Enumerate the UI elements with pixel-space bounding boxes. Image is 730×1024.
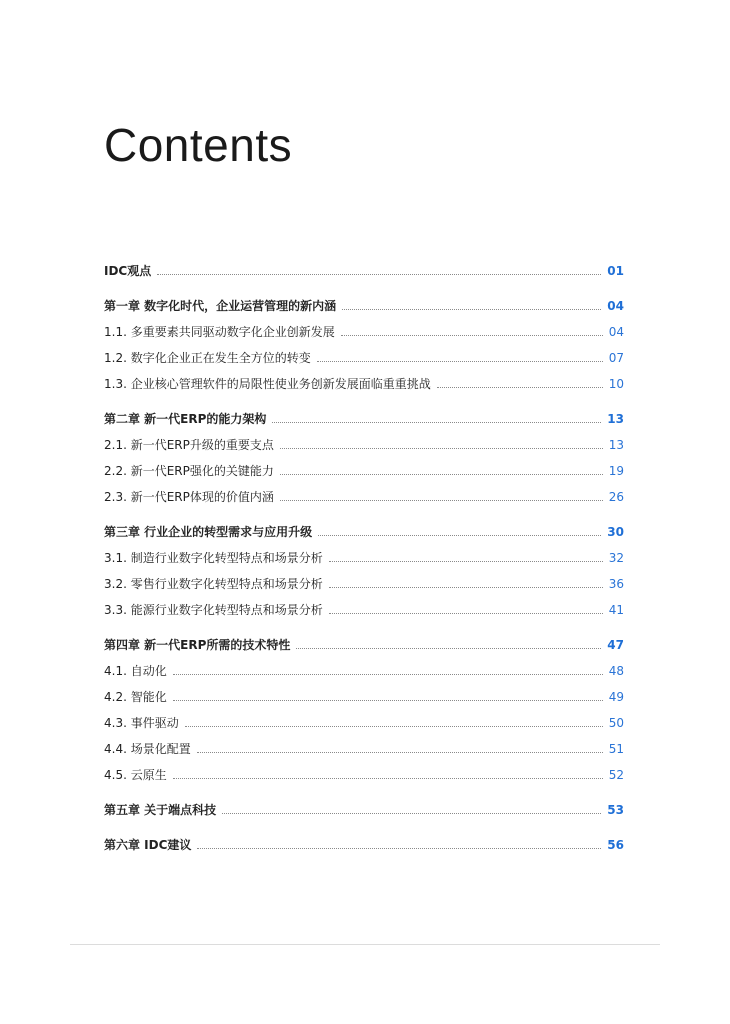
leader-dots: [272, 421, 601, 423]
toc-page-number: 47: [607, 638, 624, 652]
toc-page-number: 50: [608, 716, 624, 730]
leader-dots: [197, 847, 601, 849]
toc-entry-section[interactable]: [104, 685, 624, 705]
toc-page-number: 10: [608, 377, 624, 391]
toc-page-number: 51: [608, 742, 624, 756]
toc-entry-section[interactable]: [104, 346, 624, 366]
toc-page-number: 52: [608, 768, 624, 782]
toc-entry-section[interactable]: [104, 433, 624, 453]
toc-page-number: 36: [608, 577, 624, 591]
toc-page-number: 26: [608, 490, 624, 504]
leader-dots: [341, 334, 603, 336]
leader-dots: [329, 586, 603, 588]
leader-dots: [342, 308, 601, 310]
toc-label: 2.3. 新一代ERP体现的价值内涵: [104, 490, 274, 504]
leader-dots: [329, 560, 603, 562]
footer-divider: [70, 944, 660, 945]
toc-entry-section[interactable]: [104, 485, 624, 505]
toc-label: 3.2. 零售行业数字化转型特点和场景分析: [104, 577, 323, 591]
toc-page-number: 56: [607, 838, 624, 852]
toc-page-number: 19: [608, 464, 624, 478]
page-title: Contents: [104, 119, 293, 171]
toc-label: 3.3. 能源行业数字化转型特点和场景分析: [104, 603, 323, 617]
toc-page-number: 53: [607, 803, 624, 817]
toc-label: 第五章 关于端点科技: [104, 803, 217, 817]
toc-entry-chapter[interactable]: [104, 407, 624, 427]
toc-page-number: 07: [608, 351, 624, 365]
toc-page-number: 32: [608, 551, 624, 565]
leader-dots: [280, 499, 603, 501]
toc-label: 4.3. 事件驱动: [104, 716, 179, 730]
toc-page-number: 04: [608, 325, 624, 339]
leader-dots: [173, 673, 603, 675]
toc-label: 第六章 IDC建议: [104, 838, 192, 852]
toc-label: 4.2. 智能化: [104, 690, 167, 704]
toc-entry-section[interactable]: [104, 737, 624, 757]
toc-page-number: 13: [608, 438, 624, 452]
toc-page-number: 30: [607, 525, 624, 539]
toc-label: 第一章 数字化时代，企业运营管理的新内涵: [104, 299, 337, 313]
toc-entry-section[interactable]: [104, 320, 624, 340]
toc-entry-section[interactable]: [104, 459, 624, 479]
leader-dots: [280, 473, 603, 475]
toc-entry-section[interactable]: [104, 598, 624, 618]
leader-dots: [157, 273, 601, 275]
toc-entry-section[interactable]: [104, 372, 624, 392]
toc-page-number: 04: [607, 299, 624, 313]
leader-dots: [197, 751, 603, 753]
toc-entry-section[interactable]: [104, 659, 624, 679]
leader-dots: [173, 777, 603, 779]
toc-entry-chapter[interactable]: [104, 633, 624, 653]
toc-label: 2.2. 新一代ERP强化的关键能力: [104, 464, 274, 478]
toc-label: 第四章 新一代ERP所需的技术特性: [104, 638, 291, 652]
toc-label: 第三章 行业企业的转型需求与应用升级: [104, 525, 313, 539]
leader-dots: [173, 699, 603, 701]
toc-label: 4.1. 自动化: [104, 664, 167, 678]
toc-page-number: 01: [607, 264, 624, 278]
table-of-contents: [104, 259, 624, 859]
leader-dots: [280, 447, 603, 449]
toc-label: 1.3. 企业核心管理软件的局限性使业务创新发展面临重重挑战: [104, 377, 431, 391]
leader-dots: [185, 725, 603, 727]
toc-label: 2.1. 新一代ERP升级的重要支点: [104, 438, 274, 452]
leader-dots: [318, 534, 601, 536]
toc-page-number: 49: [608, 690, 624, 704]
toc-entry-chapter[interactable]: [104, 833, 624, 853]
toc-page-number: 41: [608, 603, 624, 617]
toc-label: 3.1. 制造行业数字化转型特点和场景分析: [104, 551, 323, 565]
toc-entry-chapter[interactable]: [104, 520, 624, 540]
leader-dots: [296, 647, 601, 649]
leader-dots: [437, 386, 603, 388]
toc-entry-section[interactable]: [104, 763, 624, 783]
toc-page-number: 13: [607, 412, 624, 426]
toc-entry-section[interactable]: [104, 572, 624, 592]
toc-label: 1.1. 多重要素共同驱动数字化企业创新发展: [104, 325, 335, 339]
leader-dots: [222, 812, 601, 814]
toc-label: 4.5. 云原生: [104, 768, 167, 782]
toc-label: 4.4. 场景化配置: [104, 742, 191, 756]
toc-label: 1.2. 数字化企业正在发生全方位的转变: [104, 351, 311, 365]
toc-entry-section[interactable]: [104, 711, 624, 731]
toc-entry-chapter[interactable]: [104, 294, 624, 314]
toc-page-number: 48: [608, 664, 624, 678]
toc-label: IDC观点: [104, 264, 152, 278]
toc-entry-section[interactable]: [104, 546, 624, 566]
leader-dots: [317, 360, 603, 362]
toc-entry-chapter[interactable]: [104, 798, 624, 818]
leader-dots: [329, 612, 603, 614]
toc-label: 第二章 新一代ERP的能力架构: [104, 412, 267, 426]
toc-entry-chapter[interactable]: [104, 259, 624, 279]
